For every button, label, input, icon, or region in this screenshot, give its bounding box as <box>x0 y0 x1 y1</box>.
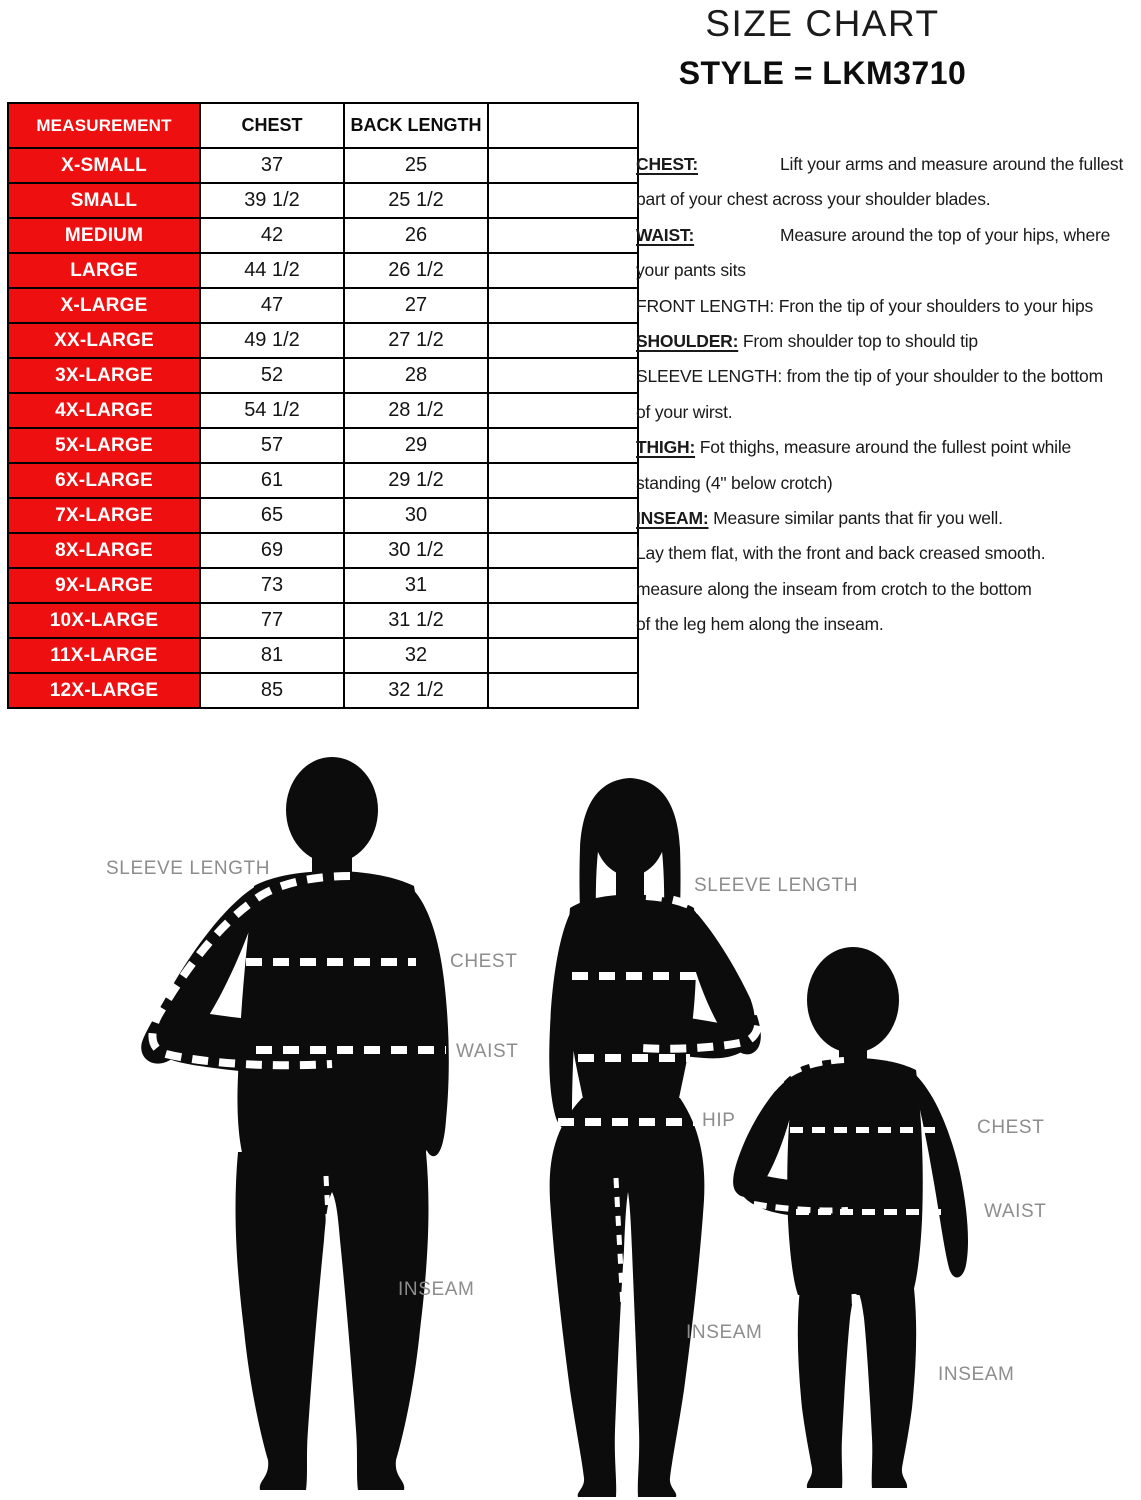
woman-sleeve-length-label: SLEEVE LENGTH <box>694 875 859 896</box>
instruction-text: of your wirst. <box>636 401 733 422</box>
back-length-value-cell: 31 <box>344 568 488 603</box>
back-length-value-cell: 28 <box>344 358 488 393</box>
child-chest-label: CHEST <box>977 1117 1045 1138</box>
chest-value-cell: 85 <box>200 673 344 708</box>
instruction-text: SLEEVE LENGTH: from the tip of your shoulder to the bottom <box>636 366 1103 387</box>
back-length-value-cell: 26 1/2 <box>344 253 488 288</box>
instruction-text: measure along the inseam from crotch to the bottom <box>636 578 1032 599</box>
instruction-term: CHEST: <box>636 154 698 174</box>
style-number: STYLE = LKM3710 <box>678 55 967 91</box>
chest-value-cell: 77 <box>200 603 344 638</box>
back-length-value-cell: 32 1/2 <box>344 673 488 708</box>
instruction-text: Lay them flat, with the front and back creased smooth. <box>636 543 1046 564</box>
back-length-value-cell: 27 1/2 <box>344 323 488 358</box>
instruction-term: INSEAM: <box>636 507 709 528</box>
back-length-value-cell: 29 1/2 <box>344 463 488 498</box>
child-silhouette <box>729 947 968 1488</box>
back-length-value-cell: 29 <box>344 428 488 463</box>
back-length-value-cell: 31 1/2 <box>344 603 488 638</box>
instruction-text: Measure similar pants that fir you well. <box>713 507 1003 528</box>
size-cell: 11X-LARGE <box>8 638 200 673</box>
size-cell: XX-LARGE <box>8 323 200 358</box>
size-cell: 3X-LARGE <box>8 358 200 393</box>
man-sleeve-length-label: SLEEVE LENGTH <box>106 858 271 879</box>
back-length-value-cell: 28 1/2 <box>344 393 488 428</box>
chest-value-cell: 73 <box>200 568 344 603</box>
back-length-value-cell: 32 <box>344 638 488 673</box>
instruction-text: part of your chest across your shoulder blades. <box>636 189 991 210</box>
size-cell: 7X-LARGE <box>8 498 200 533</box>
size-cell: MEDIUM <box>8 218 200 253</box>
size-cell: 5X-LARGE <box>8 428 200 463</box>
instruction-term: THIGH: <box>636 437 696 458</box>
size-cell: 6X-LARGE <box>8 463 200 498</box>
chest-value-cell: 52 <box>200 358 344 393</box>
size-cell: X-SMALL <box>8 148 200 183</box>
size-cell: 8X-LARGE <box>8 533 200 568</box>
chest-value-cell: 65 <box>200 498 344 533</box>
man-chest-label: CHEST <box>450 951 518 972</box>
page-title: SIZE CHART <box>705 3 940 44</box>
chest-value-cell: 81 <box>200 638 344 673</box>
size-cell: 10X-LARGE <box>8 603 200 638</box>
size-cell: SMALL <box>8 183 200 218</box>
back-length-value-cell: 27 <box>344 288 488 323</box>
instruction-text: Lift your arms and measure around the fullest <box>780 154 1124 174</box>
chest-value-cell: 44 1/2 <box>200 253 344 288</box>
instruction-text: standing (4" below crotch) <box>636 472 833 493</box>
chest-value-cell: 69 <box>200 533 344 568</box>
man-waist-label: WAIST <box>456 1041 519 1062</box>
woman-hip-label: HIP <box>702 1110 736 1131</box>
header-back-length: BACK LENGTH <box>344 103 488 148</box>
back-length-value-cell: 26 <box>344 218 488 253</box>
size-cell: 4X-LARGE <box>8 393 200 428</box>
instruction-text: Measure around the top of your hips, where <box>780 224 1111 245</box>
size-cell: X-LARGE <box>8 288 200 323</box>
child-inseam-dash-line <box>854 1294 862 1465</box>
instruction-text: FRONT LENGTH: Fron the tip of your shoulders to your hips <box>636 295 1094 316</box>
instruction-term: WAIST: <box>636 224 695 245</box>
back-length-value-cell: 25 1/2 <box>344 183 488 218</box>
child-inseam-label: INSEAM <box>938 1364 1015 1385</box>
child-waist-label: WAIST <box>984 1201 1047 1222</box>
man-inseam-label: INSEAM <box>398 1279 475 1300</box>
header-measurement: MEASUREMENT <box>8 103 200 148</box>
chest-value-cell: 47 <box>200 288 344 323</box>
back-length-value-cell: 25 <box>344 148 488 183</box>
chest-value-cell: 42 <box>200 218 344 253</box>
header-chest: CHEST <box>200 103 344 148</box>
woman-inseam-label: INSEAM <box>686 1322 763 1343</box>
instruction-text: of the leg hem along the inseam. <box>636 614 884 635</box>
size-cell: 9X-LARGE <box>8 568 200 603</box>
chest-value-cell: 49 1/2 <box>200 323 344 358</box>
back-length-value-cell: 30 1/2 <box>344 533 488 568</box>
size-cell: 12X-LARGE <box>8 673 200 708</box>
size-cell: LARGE <box>8 253 200 288</box>
instruction-text: Fot thighs, measure around the fullest point while <box>699 437 1072 458</box>
instruction-text: your pants sits <box>636 260 746 281</box>
chest-value-cell: 37 <box>200 148 344 183</box>
back-length-value-cell: 30 <box>344 498 488 533</box>
chest-value-cell: 57 <box>200 428 344 463</box>
chest-value-cell: 61 <box>200 463 344 498</box>
chest-value-cell: 39 1/2 <box>200 183 344 218</box>
instruction-term: SHOULDER: <box>636 330 739 351</box>
chest-value-cell: 54 1/2 <box>200 393 344 428</box>
instruction-text: From shoulder top to should tip <box>742 330 978 351</box>
